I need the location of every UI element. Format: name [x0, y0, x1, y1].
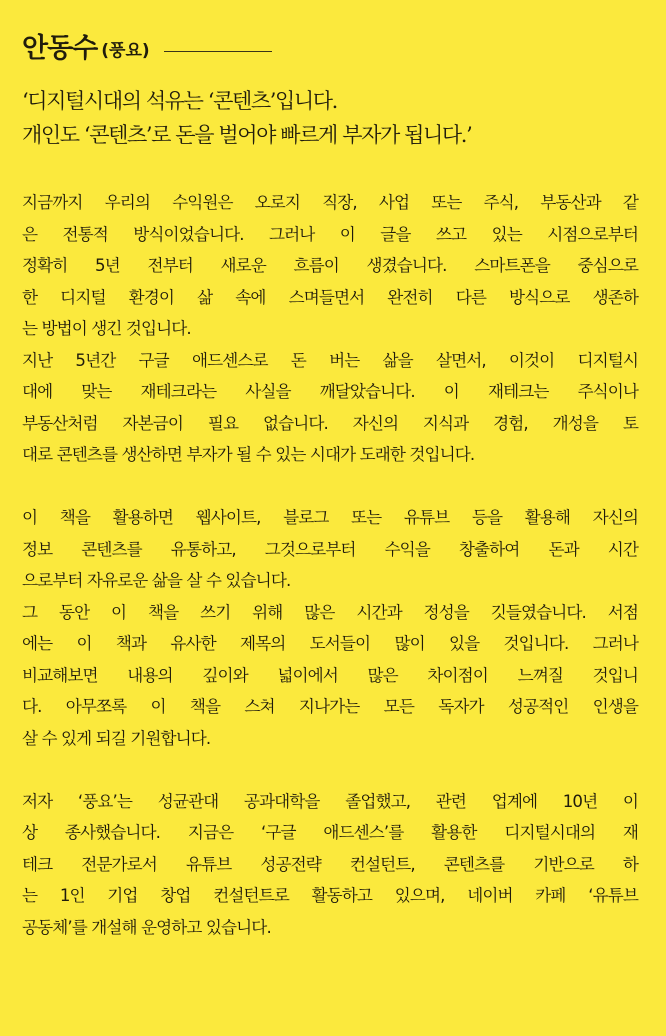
- author-name: 안동수: [22, 33, 98, 64]
- text-line: 상 종사했습니다. 지금은 ‘구글 애드센스’를 활용한 디지털시대의 재: [22, 823, 638, 842]
- author-header: [22, 32, 638, 66]
- text-line: 그 동안 이 책을 쓰기 위해 많은 시간과 정성을 깃들였습니다. 서점: [22, 602, 638, 622]
- text-line: 정확히 5년 전부터 새로운 흐름이 생겼습니다. 스마트폰을 중심으로: [22, 256, 638, 275]
- text-line: 는 방법이 생긴 것입니다.: [22, 319, 191, 338]
- text-line: 는 1인 기업 창업 컨설턴트로 활동하고 있으며, 네이버 카페 ‘유튜브: [22, 886, 638, 905]
- paragraph-gap: [22, 471, 638, 503]
- text-line: 에는 이 책과 유사한 제목의 도서들이 많이 있을 것입니다. 그러나: [22, 634, 638, 653]
- text-line: 테크 전문가로서 유튜브 성공전략 컨설턴트, 콘텐츠를 기반으로 하: [22, 854, 638, 874]
- text-line: 공동체’를 개설해 운영하고 있습니다.: [22, 917, 271, 937]
- paragraph-author-bio: [22, 786, 638, 944]
- text-line: 대로 콘텐츠를 생산하면 부자가 될 수 있는 시대가 도래한 것입니다.: [22, 445, 475, 464]
- paragraph-gap: [22, 754, 638, 786]
- quote-line: ‘디지털시대의 석유는 ‘콘텐츠’입니다.: [22, 89, 337, 113]
- text-line: 저자 ‘풍요’는 성균관대 공과대학을 졸업했고, 관련 업계에 10년 이: [22, 791, 638, 811]
- text-line: 지금까지 우리의 수익원은 오로지 직장, 사업 또는 주식, 부동산과 같: [22, 193, 638, 212]
- text-line: 으로부터 자유로운 삶을 살 수 있습니다.: [22, 571, 291, 590]
- text-line: 한 디지털 환경이 삶 속에 스며들면서 완전히 다른 방식으로 생존하: [22, 287, 638, 307]
- paragraph-book-usage: [22, 502, 638, 597]
- text-line: 다. 아무쪼록 이 책을 스쳐 지나가는 모든 독자가 성공적인 인생을: [22, 697, 638, 716]
- paragraph-adsense: [22, 345, 638, 471]
- text-line: 지난 5년간 구글 애드센스로 돈 버는 삶을 살면서, 이것이 디지털시: [22, 350, 638, 370]
- text-line: 부동산처럼 자본금이 필요 없습니다. 자신의 지식과 경험, 개성을 토: [22, 413, 638, 433]
- text-line: 비교해보면 내용의 깊이와 넓이에서 많은 차이점이 느껴질 것입니: [22, 665, 638, 685]
- header-rule: [164, 51, 272, 52]
- text-line: 정보 콘텐츠를 유통하고, 그것으로부터 수익을 창출하여 돈과 시간: [22, 539, 638, 559]
- paragraph-book-effort: [22, 597, 638, 755]
- author-pen-name: (풍요): [101, 40, 150, 61]
- quote-line: 개인도 ‘콘텐츠’로 돈을 벌어야 빠르게 부자가 됩니다.’: [22, 123, 472, 147]
- author-bio: [22, 187, 638, 943]
- author-quote: [22, 84, 638, 152]
- text-line: 은 전통적 방식이었습니다. 그러나 이 글을 쓰고 있는 시점으로부터: [22, 224, 638, 244]
- text-line: 이 책을 활용하면 웹사이트, 블로그 또는 유튜브 등을 활용해 자신의: [22, 508, 638, 527]
- text-line: 대에 맞는 재테크라는 사실을 깨달았습니다. 이 재테크는 주식이나: [22, 382, 638, 401]
- paragraph-career-intro: [22, 187, 638, 345]
- text-line: 살 수 있게 되길 기원합니다.: [22, 728, 211, 748]
